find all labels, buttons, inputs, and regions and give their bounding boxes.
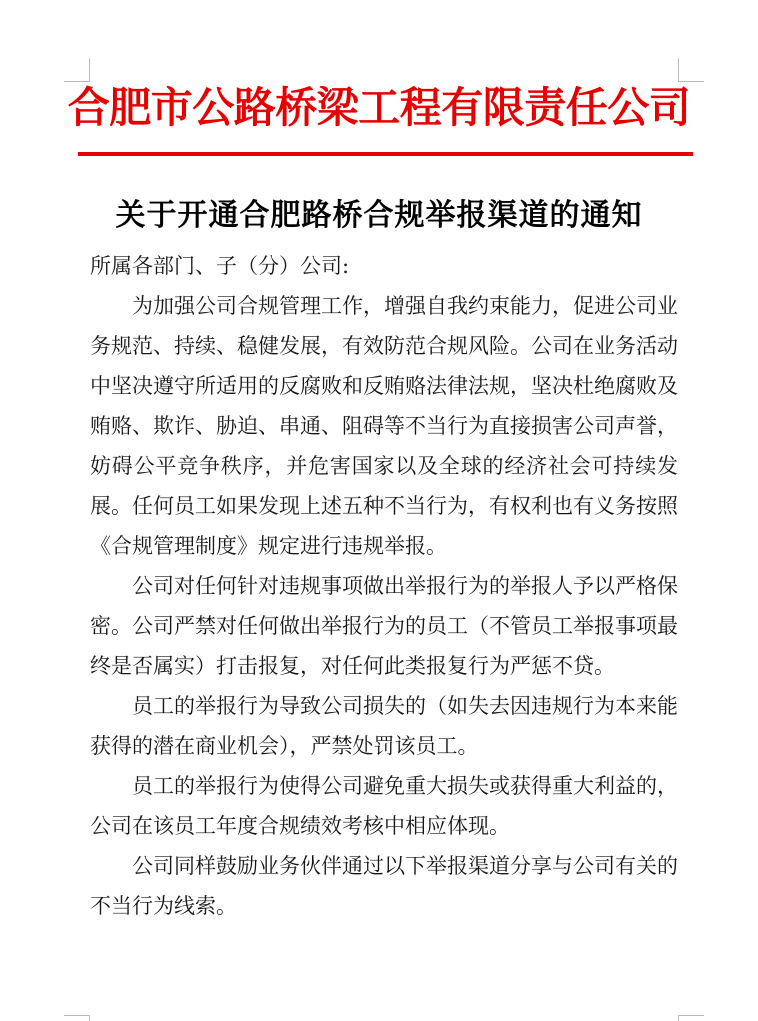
paragraph: 为加强公司合规管理工作，增强自我约束能力，促进公司业务规范、持续、稳健发展，有效防范合规风险。公司在业务活动中坚决遵守所适用的反腐败和反贿赂法律法规，坚决杜绝腐败及贿赂、欺诈、胁迫、串通、阻碍等不当行为直接损害公司声誉，妨碍公平竞争秩序，并危害国家以及全球的经济社会可持续发展。任何员工如果发现上述五种不当行为，有权利也有义务按照《合规管理制度》规定进行违规举报。 xyxy=(90,294,678,558)
paragraph: 公司对任何针对违规事项做出举报行为的举报人予以严格保密。公司严禁对任何做出举报行为的员工（不管员工举报事项最终是否属实）打击报复，对任何此类报复行为严惩不贷。 xyxy=(90,574,678,678)
paragraph: 员工的举报行为导致公司损失的（如失去因违规行为本来能获得的潜在商业机会），严禁处罚该员工。 xyxy=(90,694,678,758)
document-body xyxy=(90,246,678,926)
letterhead-rule xyxy=(78,152,693,156)
document-title: 关于开通合肥路桥合规举报渠道的通知 xyxy=(115,198,643,233)
salutation: 所属各部门、子（分）公司: xyxy=(90,254,350,278)
letterhead-company-name: 合肥市公路桥梁工程有限责任公司 xyxy=(67,83,691,132)
text-boundary-mark-bottom-right xyxy=(678,1015,704,1021)
text-boundary-mark-bottom-left xyxy=(64,1015,90,1021)
paragraph: 员工的举报行为使得公司避免重大损失或获得重大利益的，公司在该员工年度合规绩效考核中相应体现。 xyxy=(90,774,678,838)
paragraph: 公司同样鼓励业务伙伴通过以下举报渠道分享与公司有关的不当行为线索。 xyxy=(90,854,678,918)
